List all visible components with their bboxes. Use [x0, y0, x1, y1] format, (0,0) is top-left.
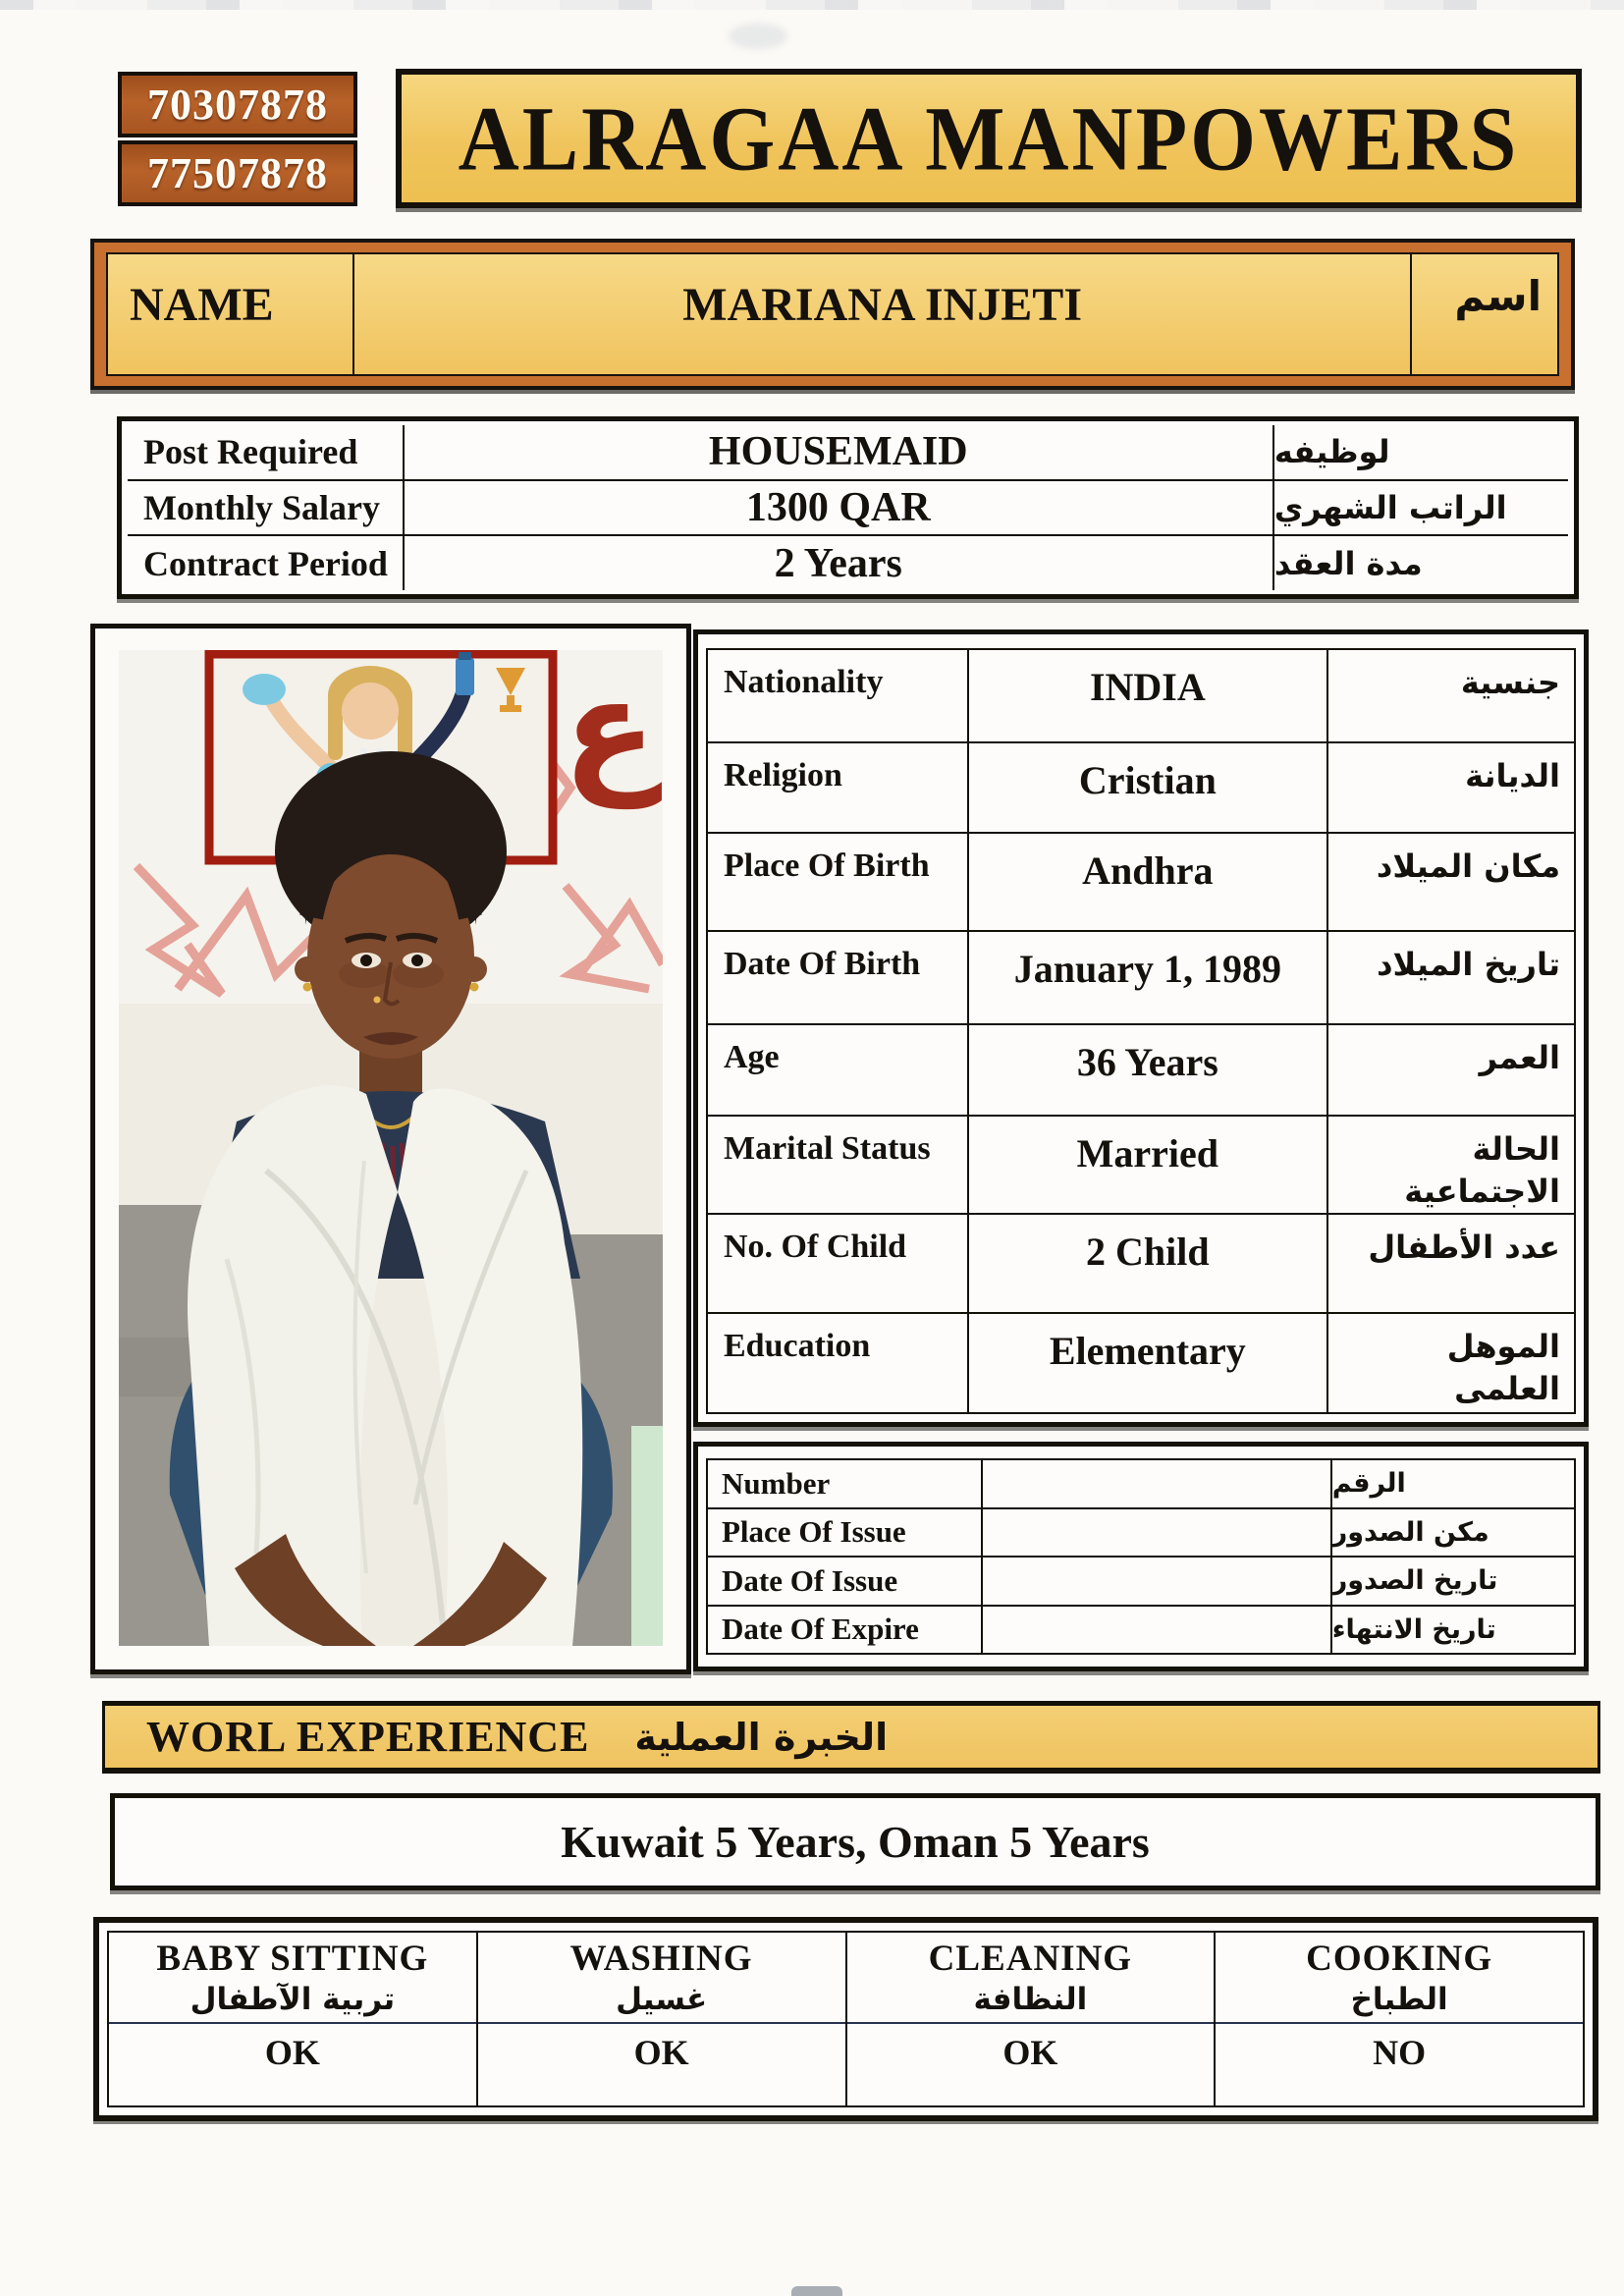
table-row	[708, 1215, 1574, 1313]
table-row	[128, 481, 1568, 537]
work-experience-title: WORL EXPERIENCE	[146, 1713, 590, 1761]
applicant-name: MARIANA INJETI	[354, 254, 1412, 374]
skill-column-cooking	[1216, 1933, 1583, 2105]
agency-title-banner	[396, 69, 1582, 208]
phone-number-box-1	[118, 72, 357, 137]
no-of-child-label-arabic: عدد الأطفال	[1326, 1215, 1574, 1311]
skill-column-cleaning	[847, 1933, 1217, 2105]
marital-status-value: Married	[1076, 1131, 1219, 1176]
education-label-arabic: الموهل العلمى	[1326, 1314, 1574, 1412]
work-experience-title-arabic: الخبرة العملية	[634, 1715, 889, 1759]
post-details-table	[117, 416, 1579, 599]
cooking-label-arabic: الطباخ	[1350, 1982, 1448, 2018]
skill-column-washing	[478, 1933, 847, 2105]
table-row	[708, 1607, 1574, 1654]
monthly-salary-label: Monthly Salary	[128, 481, 405, 535]
place-of-birth-label-arabic: مكان الميلاد	[1326, 834, 1574, 929]
date-of-issue-label-arabic: تاريخ الصدور	[1330, 1558, 1574, 1605]
phone-number-box-2	[118, 140, 357, 206]
no-of-child-label: No. Of Child	[708, 1215, 969, 1311]
date-of-birth-label-arabic: تاريخ الميلاد	[1326, 932, 1574, 1024]
nationality-value: INDIA	[1089, 665, 1206, 709]
name-label: NAME	[108, 254, 354, 374]
religion-value: Cristian	[1078, 757, 1217, 802]
scan-artifact-bottom	[791, 2286, 842, 2296]
skills-table	[93, 1917, 1598, 2121]
baby-sitting-label-arabic: تربية الآطفال	[189, 1982, 396, 2018]
passport-table	[693, 1442, 1589, 1671]
work-experience-summary-box	[110, 1793, 1600, 1890]
date-of-birth-value: January 1, 1989	[1013, 946, 1281, 991]
table-row	[708, 1314, 1574, 1412]
age-label: Age	[708, 1025, 969, 1115]
place-of-issue-value	[983, 1509, 1330, 1557]
scan-artifact-top	[0, 0, 1624, 10]
applicant-photo-frame	[90, 624, 691, 1674]
no-of-child-value: 2 Child	[1086, 1230, 1210, 1275]
education-label: Education	[708, 1314, 969, 1412]
cooking-value: NO	[1373, 2033, 1427, 2073]
table-row	[128, 425, 1568, 481]
place-of-birth-value: Andhra	[1082, 848, 1214, 894]
poster-arabic-letter: ع	[563, 650, 657, 809]
name-label-arabic: اسم	[1454, 272, 1542, 320]
monthly-salary-value: 1300 QAR	[745, 485, 931, 530]
washing-value: OK	[633, 2033, 689, 2073]
washing-label-arabic: غسيل	[616, 1982, 708, 2018]
scan-smudge	[729, 24, 787, 49]
agency-title: ALRAGAA MANPOWERS	[458, 87, 1520, 190]
table-row	[708, 1558, 1574, 1607]
date-of-birth-label: Date Of Birth	[708, 932, 969, 1024]
contract-period-label: Contract Period	[128, 536, 405, 590]
table-row	[708, 650, 1574, 743]
passport-number-label-arabic: الرقم	[1330, 1460, 1574, 1507]
post-required-value: HOUSEMAID	[708, 429, 968, 475]
table-row	[708, 1117, 1574, 1215]
table-row	[708, 1460, 1574, 1509]
passport-number-value	[983, 1460, 1330, 1507]
religion-label: Religion	[708, 743, 969, 833]
table-row	[128, 536, 1568, 590]
date-of-expire-label: Date Of Expire	[708, 1607, 983, 1654]
date-of-expire-label-arabic: تاريخ الانتهاء	[1330, 1607, 1574, 1654]
personal-info-table	[693, 629, 1589, 1427]
place-of-issue-label-arabic: مكن الصدور	[1330, 1509, 1574, 1557]
table-row	[708, 1509, 1574, 1558]
marital-status-label-arabic: الحالة الاجتماعية	[1326, 1117, 1574, 1213]
skill-column-baby-sitting	[109, 1933, 478, 2105]
place-of-issue-label: Place Of Issue	[708, 1509, 983, 1557]
religion-label-arabic: الديانة	[1326, 743, 1574, 833]
education-value: Elementary	[1049, 1328, 1246, 1373]
table-row	[708, 834, 1574, 931]
name-band	[90, 239, 1575, 390]
phone-number-1: 70307878	[147, 81, 328, 129]
contract-period-label-arabic: مدة العقد	[1272, 536, 1568, 590]
date-of-issue-label: Date Of Issue	[708, 1558, 983, 1605]
nationality-label-arabic: جنسية	[1326, 650, 1574, 741]
monthly-salary-label-arabic: الراتب الشهري	[1272, 481, 1568, 535]
table-row	[708, 1025, 1574, 1117]
table-row	[708, 743, 1574, 835]
work-experience-header	[102, 1701, 1600, 1774]
date-of-issue-value	[983, 1558, 1330, 1605]
place-of-birth-label: Place Of Birth	[708, 834, 969, 929]
nationality-label: Nationality	[708, 650, 969, 741]
name-band-inner	[106, 252, 1559, 376]
post-required-label: Post Required	[128, 425, 405, 479]
baby-sitting-label: BABY SITTING	[156, 1939, 429, 1980]
passport-number-label: Number	[708, 1460, 983, 1507]
cleaning-label-arabic: النظافة	[973, 1982, 1088, 2018]
age-value: 36 Years	[1076, 1040, 1218, 1085]
contract-period-value: 2 Years	[774, 540, 902, 586]
work-experience-summary: Kuwait 5 Years, Oman 5 Years	[561, 1817, 1150, 1867]
cooking-label: COOKING	[1306, 1939, 1493, 1980]
table-row	[708, 932, 1574, 1026]
phone-number-2: 77507878	[147, 149, 328, 197]
cleaning-value: OK	[1002, 2033, 1058, 2073]
applicant-photo	[119, 650, 663, 1646]
cleaning-label: CLEANING	[928, 1939, 1133, 1980]
marital-status-label: Marital Status	[708, 1117, 969, 1213]
post-required-label-arabic: لوظيفه	[1272, 425, 1568, 479]
baby-sitting-value: OK	[264, 2033, 320, 2073]
age-label-arabic: العمر	[1326, 1025, 1574, 1115]
date-of-expire-value	[983, 1607, 1330, 1654]
washing-label: WASHING	[569, 1939, 753, 1980]
